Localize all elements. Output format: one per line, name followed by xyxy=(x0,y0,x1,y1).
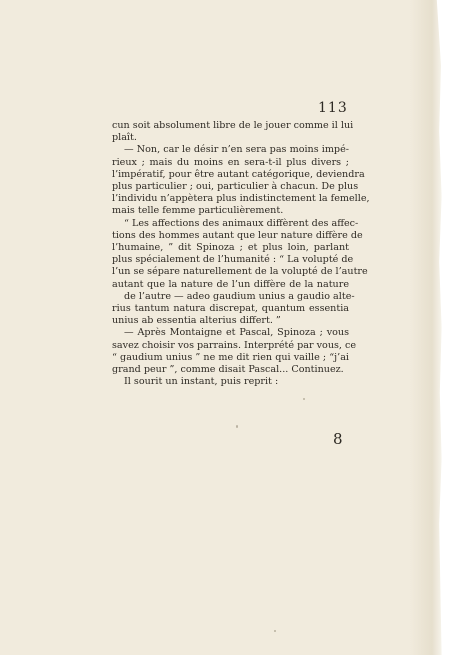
page-number: 113 xyxy=(318,100,348,116)
text-line: cun soit absolument libre de le jouer comme il lui xyxy=(112,120,354,131)
signature-mark: 8 xyxy=(333,430,343,448)
text-line: unius ab essentia alterius differt. ” xyxy=(112,315,281,327)
text-line: l’individu n’appètera plus indistinctement la femelle, xyxy=(112,193,370,205)
text-line: de l’autre — adeo gaudium unius a gaudio alte- xyxy=(124,290,355,302)
text-line: — Après Montaigne et Pascal, Spinoza ; vous xyxy=(124,327,349,339)
text-line: “ Les affections des animaux diffèrent des affec- xyxy=(124,217,359,229)
text-line: rius tantum natura discrepat, quantum essentia xyxy=(112,303,349,315)
paper-speck xyxy=(236,425,238,428)
text-line: “ gaudium unius ” ne me dit rien qui vaille ; “j’ai xyxy=(112,351,349,363)
paper-speck xyxy=(303,398,305,400)
text-line: plus particulier ; oui, particulier à chacun. De plus xyxy=(112,181,359,193)
body-text xyxy=(112,120,370,388)
text-line: l’un se sépare naturellement de la volupté de l’autre xyxy=(112,266,368,278)
text-line: tions des hommes autant que leur nature diffère de xyxy=(112,229,363,241)
text-line: Il sourit un instant, puis reprit : xyxy=(124,376,279,388)
text-line: grand peur ”, comme disait Pascal... Continuez. xyxy=(112,364,344,376)
text-line: l’humaine, ” dit Spinoza ; et plus loin, parlant xyxy=(112,242,349,254)
text-line: plaît. xyxy=(112,132,137,144)
text-line: savez choisir vos parrains. Interprété par vous, ce xyxy=(112,339,357,351)
paper-speck xyxy=(274,630,276,632)
text-line: plus spécialement de l’humanité : “ La volupté de xyxy=(112,254,354,266)
text-line: — Non, car le désir n’en sera pas moins impé- xyxy=(124,144,349,156)
text-line: autant que la nature de l’un diffère de la nature xyxy=(112,278,349,290)
text-line: mais telle femme particulièrement. xyxy=(112,205,284,217)
text-line: rieux ; mais du moins en sera-t-il plus divers ; xyxy=(112,156,349,168)
text-line: l’impératif, pour être autant catégorique, deviendra xyxy=(112,168,365,180)
